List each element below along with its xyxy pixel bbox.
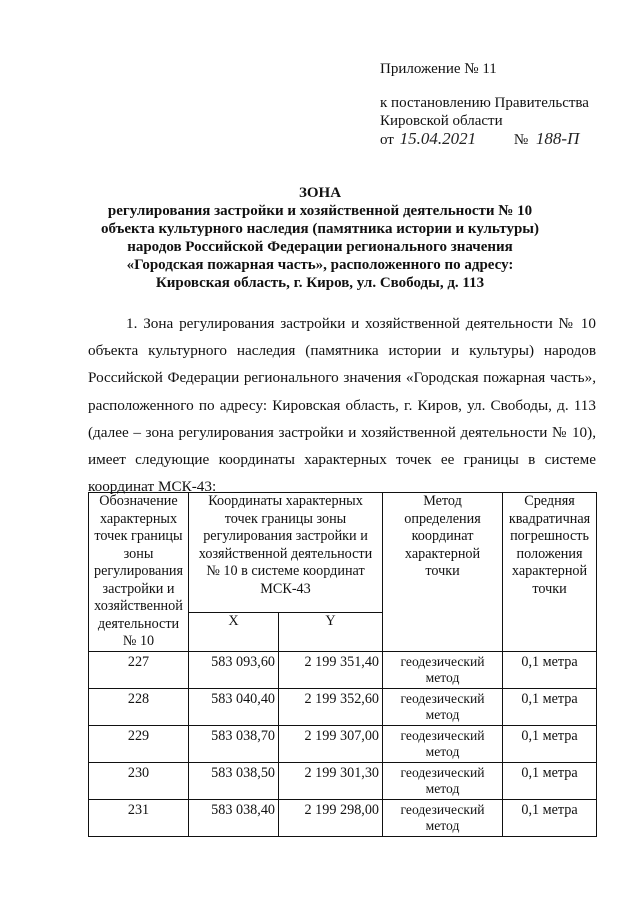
appendix-number: Приложение № 11 <box>380 61 497 77</box>
document-heading: ЗОНА <box>298 185 342 201</box>
y-cell: 2 199 352,60 <box>279 688 383 725</box>
title-line-1: регулирования застройки и хозяйственной деятельности № 10 <box>107 203 533 219</box>
y-cell: 2 199 301,30 <box>279 762 383 799</box>
x-cell: 583 038,50 <box>189 762 279 799</box>
y-cell: 2 199 351,40 <box>279 651 383 688</box>
handwritten-date: 15.04.2021 <box>399 129 477 148</box>
method-cell: геодезический метод <box>383 688 503 725</box>
error-cell: 0,1 метра <box>503 688 597 725</box>
method-cell: геодезический метод <box>383 799 503 836</box>
x-cell: 583 093,60 <box>189 651 279 688</box>
x-cell: 583 038,40 <box>189 799 279 836</box>
table-row <box>89 651 597 688</box>
table-row <box>89 688 597 725</box>
header-error: Средняя квадратичная погрешность положения характерной точки <box>503 493 597 652</box>
body-paragraph-text: 1. Зона регулирования застройки и хозяйственной деятельности № 10 объекта культурного наследия (памятника истории и культуры) народов Российской Федерации регионального значения «Городская пожарная часть», расположенного по адресу: Кировская область, г. Киров, ул. Свободы, д. 113 (далее – зона регулирования застройки и хозяйственной деятельности № 10), имеет следующие координаты характерных точек ее границы в системе координат МСК-43: <box>88 315 596 496</box>
title-line-4: «Городская пожарная часть», расположенного по адресу: <box>126 257 514 273</box>
error-cell: 0,1 метра <box>503 651 597 688</box>
appendix-date-line <box>380 130 610 149</box>
method-cell: геодезический метод <box>383 725 503 762</box>
date-prefix: от <box>380 132 394 148</box>
point-cell: 231 <box>89 799 189 836</box>
method-cell: геодезический метод <box>383 651 503 688</box>
point-cell: 228 <box>89 688 189 725</box>
header-y: Y <box>279 613 383 651</box>
y-cell: 2 199 298,00 <box>279 799 383 836</box>
header-x: X <box>189 613 279 651</box>
header-coordinates: Координаты характерных точек границы зоны регулирования застройки и хозяйственной деятельности № 10 в системе координат МСК-43 <box>189 493 383 613</box>
error-cell: 0,1 метра <box>503 799 597 836</box>
title-line-3: народов Российской Федерации регионального значения <box>127 239 513 255</box>
table-row <box>89 799 597 836</box>
header-designation: Обозначение характерных точек границы зоны регулирования застройки и хозяйственной деятельности № 10 <box>89 493 189 652</box>
handwritten-number: 188-П <box>535 129 580 148</box>
title-line-2: объекта культурного наследия (памятника истории и культуры) <box>100 221 539 237</box>
x-cell: 583 038,70 <box>189 725 279 762</box>
point-cell: 230 <box>89 762 189 799</box>
number-prefix: № <box>513 132 529 148</box>
method-cell: геодезический метод <box>383 762 503 799</box>
header-method: Метод определения координат характерной точки <box>383 493 503 652</box>
appendix-to-line2: Кировской области <box>380 113 503 129</box>
error-cell: 0,1 метра <box>503 762 597 799</box>
point-cell: 229 <box>89 725 189 762</box>
error-cell: 0,1 метра <box>503 725 597 762</box>
table-row <box>89 762 597 799</box>
table-row <box>89 725 597 762</box>
body-paragraph <box>88 310 596 500</box>
point-cell: 227 <box>89 651 189 688</box>
appendix-to-line1: к постановлению Правительства <box>380 95 589 111</box>
title-line-5: Кировская область, г. Киров, ул. Свободы, д. 113 <box>155 275 485 291</box>
coordinates-table <box>88 492 597 837</box>
y-cell: 2 199 307,00 <box>279 725 383 762</box>
x-cell: 583 040,40 <box>189 688 279 725</box>
